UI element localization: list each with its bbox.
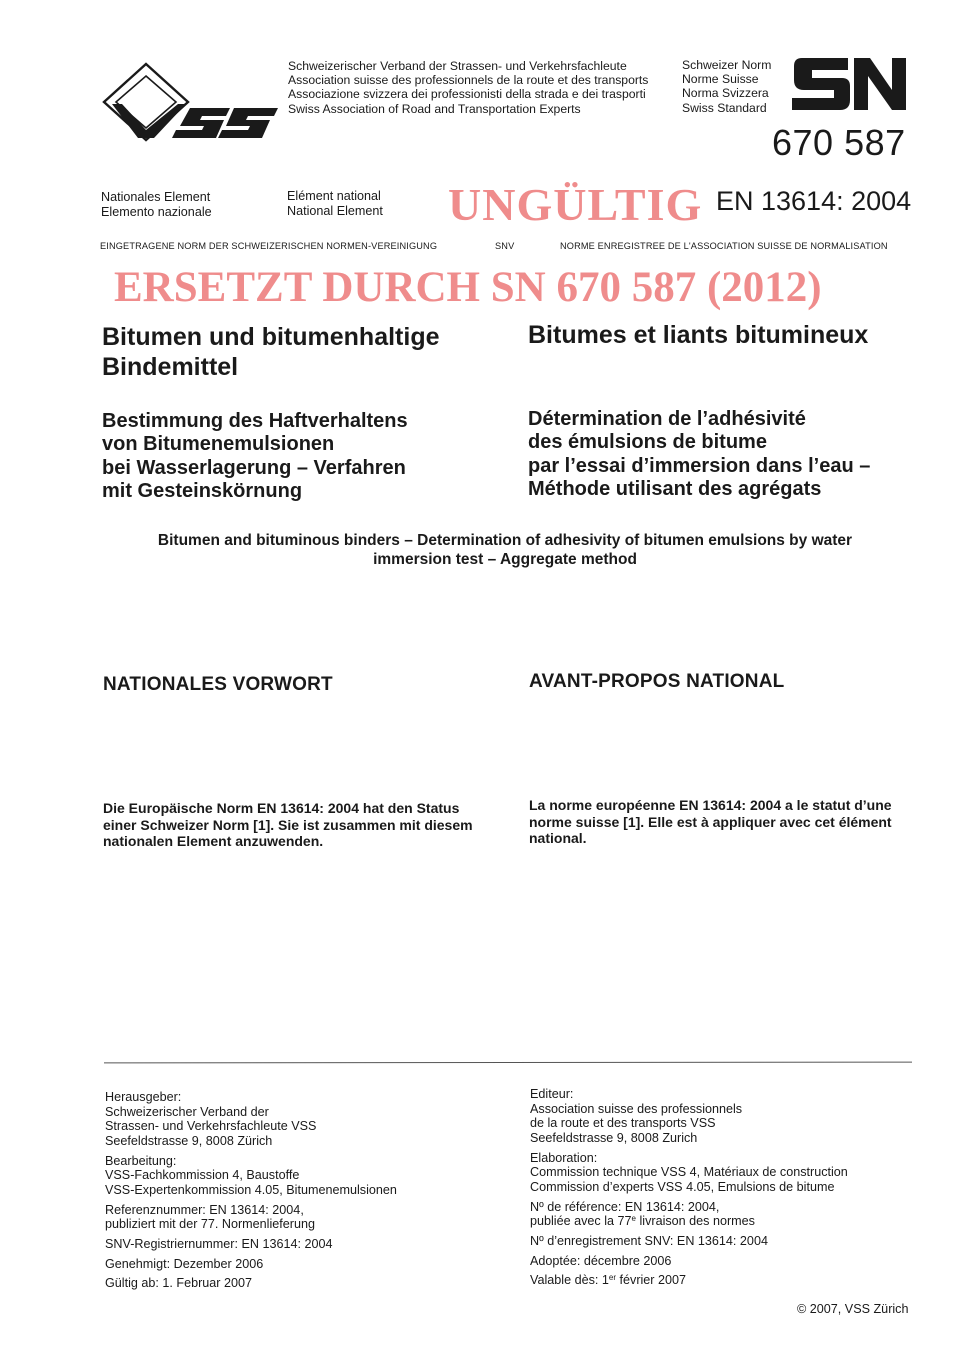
reference-text-pre: publiée avec la 77 <box>530 1214 632 1229</box>
foreword-fr-line: national. <box>529 830 587 847</box>
foreword-de-line: Die Europäische Norm EN 13614: 2004 hat den Status <box>103 800 460 816</box>
norm-type-en: Swiss Standard <box>682 100 767 115</box>
publisher-block-de <box>105 1090 525 1148</box>
subtitle-fr-line: Méthode utilisant des agrégats <box>528 478 822 501</box>
imprint-line: Association suisse des professionnels <box>530 1101 743 1116</box>
adopted-date-fr: Adoptée: décembre 2006 <box>530 1253 672 1268</box>
imprint-line: Herausgeber: <box>105 1090 182 1104</box>
valid-text-pre: Valable dès: 1 <box>530 1273 609 1288</box>
imprint-line: Schweizerischer Verband der <box>105 1104 269 1119</box>
valid-text-post: février 2007 <box>616 1273 687 1288</box>
subtitle-de-line: bei Wasserlagerung – Verfahren <box>102 456 406 479</box>
element-label-fr: Elément national <box>287 189 381 203</box>
imprint-line: VSS-Fachkommission 4, Baustoffe <box>105 1168 300 1183</box>
subtitle-fr-line: Détermination de l’adhésivité <box>528 408 806 430</box>
subtitle-de <box>102 410 502 504</box>
national-element-labels-fr <box>287 189 383 218</box>
registry-text-fr: NORME ENREGISTREE DE L'ASSOCIATION SUISSE DE NORMALISATION <box>560 241 888 251</box>
foreword-de-line: nationalen Element anzuwenden. <box>103 833 324 850</box>
english-title <box>120 531 890 569</box>
foreword-heading-de: NATIONALES VORWORT <box>103 674 333 695</box>
org-line-fr: Association suisse des professionnels de la route et des transports <box>288 73 649 88</box>
ordinal-suffix: er <box>608 1273 617 1283</box>
snv-number-de: SNV-Registriernummer: EN 13614: 2004 <box>105 1236 333 1251</box>
reference-text-post: livraison des normes <box>635 1214 755 1229</box>
foreword-de-line: einer Schweizer Norm [1]. Sie ist zusammen mit diesem <box>103 816 473 833</box>
imprint-divider <box>104 1062 912 1064</box>
organization-names <box>288 59 648 116</box>
subtitle-de-line: mit Gesteinskörnung <box>102 480 303 503</box>
imprint-line: de la route et des transports VSS <box>530 1116 716 1131</box>
norm-type-fr: Norme Suisse <box>682 72 759 87</box>
org-line-it: Associazione svizzera dei professionisti della strada e dei trasporti <box>288 87 646 102</box>
subtitle-de-line: Bestimmung des Haftverhaltens <box>102 410 408 432</box>
registry-line <box>100 241 910 257</box>
imprint-line: Seefeldstrasse 9, 8008 Zurich <box>530 1130 698 1145</box>
english-title-line: Bitumen and bituminous binders – Determination of adhesivity of bitumen emulsions by water <box>157 532 853 549</box>
registry-snv: SNV <box>495 241 515 251</box>
title-fr-line: Bitumes et liants bitumineux <box>528 321 869 349</box>
imprint-line: Seefeldstrasse 9, 8008 Zürich <box>105 1133 273 1148</box>
valid-date-de: Gültig ab: 1. Februar 2007 <box>105 1276 253 1291</box>
national-element-labels-de <box>101 190 212 219</box>
subtitle-de-line: von Bitumenemulsionen <box>102 433 335 456</box>
valid-date-fr <box>530 1273 950 1288</box>
reference-block-fr <box>530 1200 950 1229</box>
imprint-line: VSS-Expertenkommission 4.05, Bitumenemulsionen <box>105 1182 397 1197</box>
subtitle-fr-line: par l’essai d’immersion dans l’eau – <box>528 454 871 477</box>
title-de <box>102 322 522 382</box>
imprint-de <box>105 1090 525 1296</box>
en-standard-number: EN 13614: 2004 <box>716 186 912 216</box>
foreword-text-fr <box>529 797 919 847</box>
title-de-line: Bitumen und bitumenhaltige <box>102 323 440 351</box>
invalid-stamp: UNGÜLTIG <box>448 179 703 230</box>
imprint-line: Commission technique VSS 4, Matériaux de construction <box>530 1165 848 1180</box>
foreword-text-de <box>103 800 503 850</box>
element-label-en: National Element <box>287 203 383 218</box>
replaced-by-stamp: ERSETZT DURCH SN 670 587 (2012) <box>114 264 822 311</box>
norm-type-it: Norma Svizzera <box>682 86 769 101</box>
publisher-block-fr <box>530 1087 950 1145</box>
element-label-de: Nationales Element <box>101 190 211 204</box>
imprint-line: Referenznummer: EN 13614: 2004, <box>105 1202 304 1217</box>
element-label-it: Elemento nazionale <box>101 204 212 219</box>
standard-number: 670 587 <box>772 122 906 163</box>
foreword-fr-line: La norme européenne EN 13614: 2004 a le statut d’une <box>529 797 892 813</box>
org-line-de: Schweizerischer Verband der Strassen- und Verkehrsfachleute <box>288 59 627 73</box>
imprint-fr <box>530 1087 950 1293</box>
imprint-line: publiziert mit der 77. Normenlieferung <box>105 1217 315 1232</box>
sn-logo <box>790 56 908 112</box>
foreword-fr-line: norme suisse [1]. Elle est à appliquer avec cet élément <box>529 813 892 830</box>
vss-logo <box>98 60 280 146</box>
imprint-line: Editeur: <box>530 1087 574 1101</box>
snv-number-fr: Nº d’enregistrement SNV: EN 13614: 2004 <box>530 1233 768 1248</box>
title-fr <box>528 320 928 350</box>
english-title-line: immersion test – Aggregate method <box>373 551 637 568</box>
subtitle-fr-line: des émulsions de bitume <box>528 431 767 454</box>
approved-date-de: Genehmigt: Dezember 2006 <box>105 1256 264 1271</box>
title-de-line: Bindemittel <box>102 353 239 381</box>
org-line-en: Swiss Association of Road and Transportation Experts <box>288 101 581 116</box>
imprint-line: Elaboration: <box>530 1150 598 1165</box>
imprint-line: Nº de référence: EN 13614: 2004, <box>530 1199 720 1214</box>
foreword-heading-fr: AVANT-PROPOS NATIONAL <box>529 671 785 692</box>
editing-block-de <box>105 1154 525 1198</box>
reference-block-de <box>105 1203 525 1232</box>
norm-type-de: Schweizer Norm <box>682 58 772 72</box>
imprint-line: Strassen- und Verkehrsfachleute VSS <box>105 1119 317 1134</box>
subtitle-fr <box>528 408 948 502</box>
imprint-line: Commission d’experts VSS 4.05, Emulsions de bitume <box>530 1179 835 1194</box>
editing-block-fr <box>530 1151 950 1195</box>
imprint-line: Bearbeitung: <box>105 1153 177 1168</box>
registry-text-de: EINGETRAGENE NORM DER SCHWEIZERISCHEN NORMEN-VEREINIGUNG <box>100 241 438 251</box>
norm-type-names <box>682 58 771 115</box>
imprint-line <box>530 1214 950 1229</box>
copyright: © 2007, VSS Zürich <box>797 1302 909 1316</box>
ordinal-suffix: e <box>631 1214 636 1224</box>
